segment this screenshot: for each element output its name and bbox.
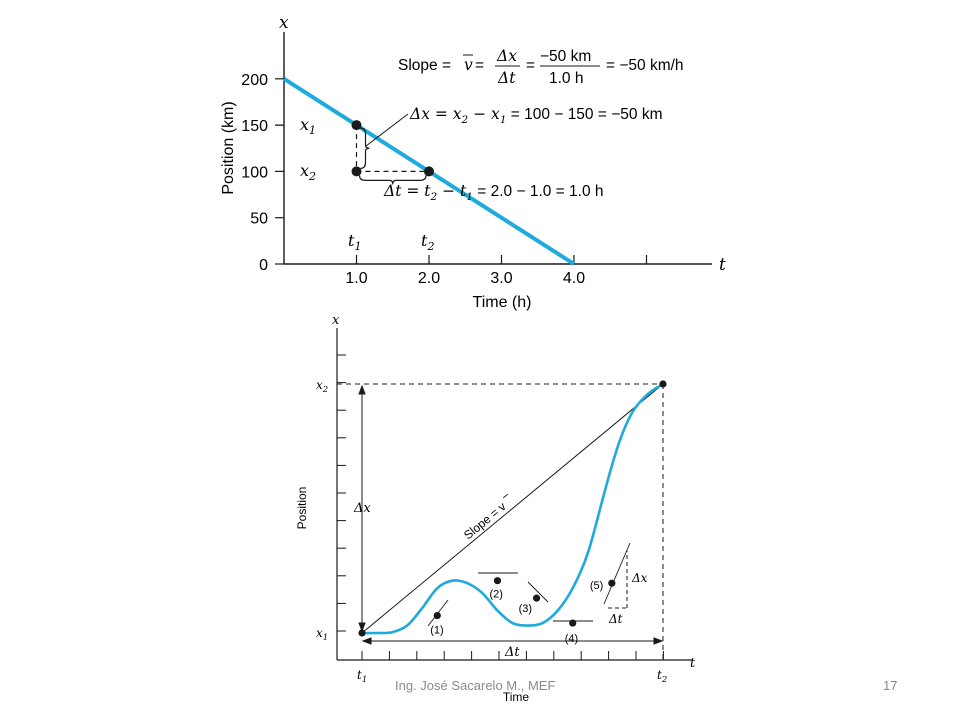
triangle-dt-label: Δt: [609, 612, 623, 626]
bottom-y-axis-title: Position: [295, 486, 309, 530]
bottom-chart: [295, 313, 696, 704]
bottom-x2-label: $x_2$: [316, 378, 329, 395]
delta-x-label: Δx: [354, 501, 371, 516]
top-x-tick-label: 3.0: [490, 270, 513, 287]
curve-point-label: (2): [489, 588, 503, 601]
t2-label: $t_2$: [421, 231, 435, 253]
delta-x-leader: [366, 114, 408, 146]
bottom-t1-label: $t_1$: [357, 668, 368, 685]
t1-label: $t_1$: [348, 231, 362, 253]
svg-text:=: =: [526, 57, 536, 74]
bottom-x1-label: $x_1$: [316, 626, 329, 643]
top-y-tick-label: 50: [250, 210, 268, 228]
endpoint: [358, 629, 365, 636]
bottom-t2-label: $t_2$: [657, 668, 668, 685]
curve-point-label: (3): [518, 603, 533, 616]
top-y-tick-label: 200: [241, 71, 268, 89]
top-x-tick-label: 2.0: [417, 270, 441, 287]
curve-point: [533, 595, 540, 602]
delta-t-equation: $\Delta t = t_2 - t_1 = 2.0 - 1.0 = 1.0$ h: [384, 182, 604, 203]
top-y-tick-label: 100: [241, 164, 268, 182]
top-y-axis-title: Position (km): [220, 101, 237, 195]
bottom-y-axis-var: x: [332, 313, 340, 328]
svg-text:−50 km: −50 km: [540, 48, 592, 65]
secant-label: Slope = v: [460, 499, 509, 543]
top-x-axis-title: Time (h): [472, 294, 532, 311]
x2-label: $x_2$: [300, 161, 317, 183]
top-x-tick-label: 4.0: [562, 270, 586, 287]
secant-label-bar: [503, 494, 508, 498]
secant-line: [362, 384, 663, 633]
top-y-tick-label: 150: [241, 118, 268, 136]
svg-text:Δt: Δt: [498, 69, 516, 87]
bottom-x-axis-var: t: [690, 656, 696, 671]
delta-x-equation: $\Delta x = x_2 - x_1 = 100 - 150 = -50$ km: [410, 105, 663, 126]
curve-point: [434, 612, 441, 619]
x1-label: $x_1$: [300, 115, 317, 137]
data-point: [424, 166, 434, 176]
data-point: [352, 166, 362, 176]
curve-point: [569, 619, 576, 626]
curve-point-label: (5): [589, 580, 604, 593]
svg-text:1.0 h: 1.0 h: [549, 70, 584, 87]
top-y-axis-var: x: [279, 13, 289, 33]
curve-point-label: (4): [564, 633, 579, 646]
curve-point: [494, 577, 501, 584]
top-chart: [220, 13, 726, 311]
footer-page-number: 17: [883, 678, 898, 693]
slope-equation: [398, 47, 684, 87]
bottom-x-axis-title: Time: [502, 690, 530, 704]
footer-author: Ing. José Sacarelo M., MEF: [395, 678, 556, 693]
delta-t-arrow: [363, 638, 662, 644]
svg-text:Slope =: Slope =: [398, 57, 452, 74]
top-y-tick-label: 0: [259, 257, 268, 274]
top-x-tick-label: 1.0: [345, 270, 368, 287]
triangle-dx-label: Δx: [632, 571, 648, 585]
svg-text:Δx: Δx: [497, 47, 517, 65]
delta-t-label: Δt: [505, 645, 520, 660]
svg-text:v: v: [464, 56, 473, 74]
curve-point: [608, 580, 615, 587]
top-x-axis-var: t: [719, 255, 726, 275]
svg-text:= −50 km/h: = −50 km/h: [606, 57, 684, 74]
slope-triangle: [608, 551, 627, 608]
data-point: [352, 120, 362, 130]
endpoint: [659, 380, 666, 387]
svg-text:=: =: [475, 57, 485, 74]
curve-point-label: (1): [430, 624, 444, 637]
